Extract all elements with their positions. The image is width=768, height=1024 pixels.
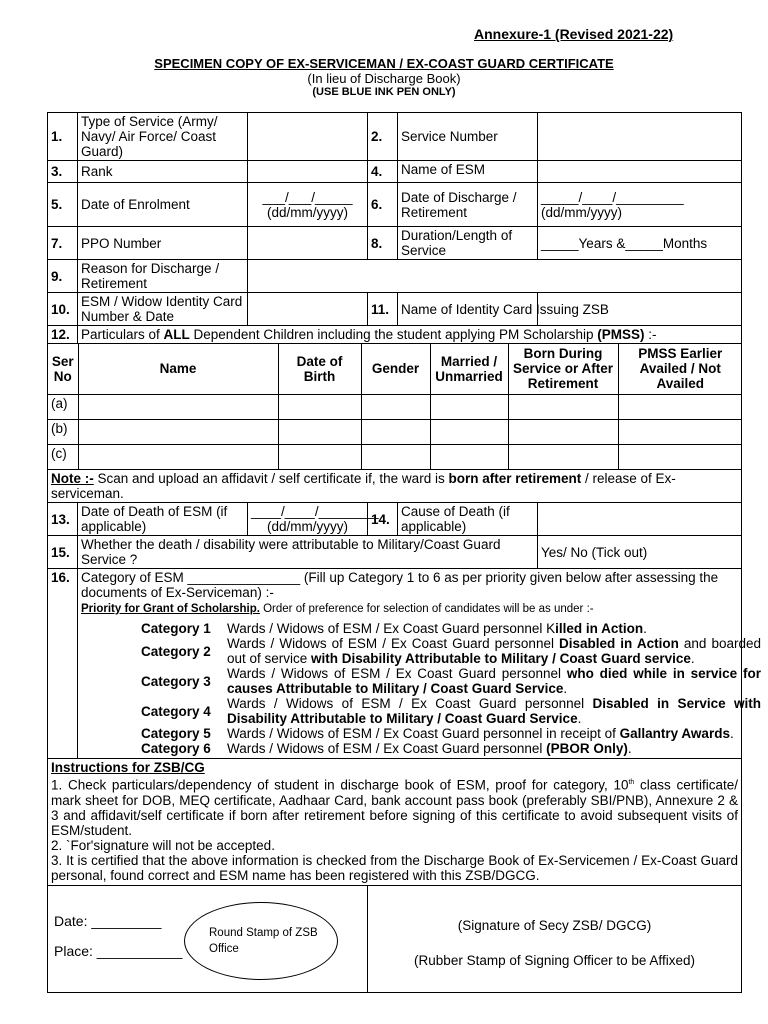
priority-label: Priority for Grant of Scholarship. (81, 603, 260, 615)
table-row (48, 419, 742, 444)
signature-cell (368, 885, 742, 992)
field-6-num: 6. (368, 183, 398, 227)
field-12-text-d: (PMSS) (597, 327, 645, 342)
field-12-label (78, 326, 742, 344)
row-label-c: (c) (48, 444, 78, 469)
ink-instruction: (USE BLUE INK PEN ONLY) (312, 86, 456, 98)
annexure-label: Annexure-1 (Revised 2021-22) (474, 26, 674, 42)
col-born: Born During Service or After Retirement (508, 344, 618, 394)
form-row-2 (48, 161, 742, 183)
children-table-row (48, 344, 742, 470)
category-4-desc (227, 696, 761, 726)
list-item (141, 726, 761, 741)
category-block (78, 569, 761, 759)
child-c-dob[interactable] (278, 444, 361, 469)
col-pmss: PMSS Earlier Availed / Not Availed (618, 344, 742, 394)
form-row-15 (48, 536, 742, 569)
category-1-desc (227, 621, 761, 636)
note-cell (48, 470, 742, 503)
field-5-num: 5. (48, 183, 78, 227)
field-12-text-b: ALL (163, 327, 190, 342)
field-10-num: 10. (48, 293, 78, 326)
category-1-name: Category 1 (141, 621, 211, 636)
table-row (48, 394, 742, 419)
secy-signature-label: (Signature of Secy ZSB/ DGCG) (457, 917, 652, 933)
col-gender: Gender (361, 344, 430, 394)
place-field[interactable]: Place: ___________ (54, 942, 183, 959)
category-1-end: . (643, 621, 647, 636)
category-3-end: . (563, 681, 568, 696)
col-ser-no: Ser No (48, 344, 78, 394)
child-a-married[interactable] (430, 394, 508, 419)
list-item (141, 741, 761, 756)
instructions-cell (48, 759, 742, 886)
field-4-label: Name of ESM (398, 161, 538, 183)
form-row-4 (48, 227, 742, 260)
category-5-text: Wards / Widows of ESM / Ex Coast Guard personnel in receipt of (227, 726, 620, 741)
child-a-name[interactable] (78, 394, 278, 419)
child-a-born[interactable] (508, 394, 618, 419)
round-stamp-label: Round Stamp of ZSB Office (209, 926, 318, 955)
child-c-married[interactable] (430, 444, 508, 469)
field-14-num: 14. (368, 503, 398, 536)
list-item (141, 666, 761, 696)
category-2-bold: Disabled in Action (559, 636, 679, 651)
field-14-label: Cause of Death (if applicable) (398, 503, 538, 536)
field-12-text-a: Particulars of (81, 327, 164, 342)
child-a-dob[interactable] (278, 394, 361, 419)
category-6-text: Wards / Widows of ESM / Ex Coast Guard personnel (227, 741, 547, 756)
page-subtitle: (In lieu of Discharge Book) (307, 71, 461, 86)
child-b-born[interactable] (508, 419, 618, 444)
field-5-label: Date of Enrolment (78, 183, 248, 227)
field-8-label: Duration/Length of Service (398, 227, 538, 260)
child-b-name[interactable] (78, 419, 278, 444)
field-7-label: PPO Number (78, 227, 248, 260)
instruction-1-text: 1. Check particulars/dependency of student in discharge book of ESM, proof for category, 10 (51, 777, 629, 793)
table-row (48, 444, 742, 469)
field-13-num: 13. (48, 503, 78, 536)
field-15-num: 15. (48, 536, 78, 569)
list-item (141, 621, 761, 636)
note-text-1: Scan and upload an affidavit / self certificate if, the ward is (93, 471, 449, 486)
category-2-name: Category 2 (141, 643, 211, 659)
category-4-end: . (577, 711, 582, 726)
field-15-label: Whether the death / disability were attributable to Military/Coast Guard Service ? (78, 536, 538, 569)
field-6-label: Date of Discharge / Retirement (398, 183, 538, 227)
field-12-num: 12. (48, 326, 78, 344)
field-13-value[interactable]: ____/____/________ (dd/mm/yyyy) (248, 503, 368, 536)
field-6-value[interactable]: _____/____/_________ (dd/mm/yyyy) (538, 183, 742, 227)
child-b-pmss[interactable] (618, 419, 742, 444)
form-row-13 (48, 503, 742, 536)
field-2-num: 2. (368, 113, 398, 161)
col-name: Name (78, 344, 278, 394)
date-field[interactable]: Date: _________ (54, 912, 162, 929)
category-1-bold: illed in Action (555, 621, 644, 636)
field-3-value[interactable] (248, 161, 368, 183)
col-dob: Date of Birth (278, 344, 361, 394)
category-4-text: Wards / Widows of ESM / Ex Coast Guard personnel (227, 696, 593, 711)
field-2-value[interactable] (538, 113, 742, 161)
certificate-form (47, 112, 761, 993)
category-3-desc (227, 666, 761, 696)
category-4-name: Category 4 (141, 703, 211, 719)
note-bold: born after retirement (448, 471, 582, 486)
field-8-num: 8. (368, 227, 398, 260)
category-2-mid: and boarded out of service (227, 636, 761, 666)
category-5-name: Category 5 (141, 726, 211, 741)
child-c-pmss[interactable] (618, 444, 742, 469)
field-7-num: 7. (48, 227, 78, 260)
instructions-row (48, 759, 742, 886)
category-5-end: . (729, 726, 734, 741)
category-2-desc (227, 636, 761, 666)
instruction-3: 3. It is certified that the above information is checked from the Discharge Book of Ex-Servicemen / Ex-Coast Guard personal, found correct and ESM name has been registered with this ZSB/DGCG. (51, 852, 738, 883)
page-title: SPECIMEN COPY OF EX-SERVICEMAN / EX-COAST GUARD CERTIFICATE (154, 56, 614, 71)
priority-line (81, 602, 738, 617)
field-4-value[interactable] (538, 161, 742, 183)
category-6-name: Category 6 (141, 741, 211, 756)
category-3-bold: who died while in service for causes Attributable to Military / Coast Guard Service (227, 666, 761, 696)
child-c-name[interactable] (78, 444, 278, 469)
list-item (141, 636, 761, 666)
field-9-value[interactable] (248, 260, 742, 293)
category-1-text: Wards / Widows of ESM / Ex Coast Guard personnel K (227, 621, 556, 636)
note-text-2: / release of Ex-serviceman. (51, 471, 676, 501)
note-label: Note :- (51, 471, 94, 486)
form-row-16 (48, 569, 742, 759)
field-10-value[interactable] (248, 293, 368, 326)
category-2-bold2: with Disability Attributable to Military / Coast Guard service (311, 651, 691, 666)
field-3-num: 3. (48, 161, 78, 183)
category-list (141, 621, 761, 756)
category-6-end: . (627, 741, 632, 756)
field-4-num: 4. (368, 161, 398, 183)
category-intro: Category of ESM _______________ (Fill up Category 1 to 6 as per priority given below after assessing the documents of Ex-Serviceman) :- (81, 570, 719, 600)
field-12-text-e: :- (644, 327, 657, 342)
field-9-num: 9. (48, 260, 78, 293)
instruction-1-end: class certificate/ mark sheet for DOB, MEQ certificate, Aadhaar Card, bank account pass book (preferably SBI/PNB), Annexure 2 & 3 and affidavit/self certificate if born after retirement before signing of this certificate to avoid subsequent visits of ESM/student. (51, 777, 738, 838)
field-16-num: 16. (48, 569, 78, 759)
field-7-value[interactable] (248, 227, 368, 260)
form-row-3 (48, 183, 742, 227)
form-row-5 (48, 260, 742, 293)
children-header-row (48, 344, 742, 394)
col-married: Married / Unmarried (430, 344, 508, 394)
field-11-num: 11. (368, 293, 398, 326)
category-3-name: Category 3 (141, 673, 211, 689)
form-row-12 (48, 326, 742, 344)
child-b-married[interactable] (430, 419, 508, 444)
child-b-dob[interactable] (278, 419, 361, 444)
child-b-gender[interactable] (361, 419, 430, 444)
children-table (48, 344, 742, 469)
field-5-value[interactable]: ___/___/_____ (dd/mm/yyyy) (248, 183, 368, 227)
category-5-bold: Gallantry Awards (619, 726, 730, 741)
child-c-gender[interactable] (361, 444, 430, 469)
field-1-label: Type of Service (Army/ Navy/ Air Force/ Coast Guard) (78, 113, 248, 161)
child-a-gender[interactable] (361, 394, 430, 419)
field-3-label: Rank (78, 161, 248, 183)
category-2-end: . (690, 651, 695, 666)
rubber-stamp-label: (Rubber Stamp of Signing Officer to be Affixed) (414, 952, 695, 968)
instructions-heading: Instructions for ZSB/CG (51, 760, 205, 775)
field-10-label: ESM / Widow Identity Card Number & Date (78, 293, 248, 326)
child-a-pmss[interactable] (618, 394, 742, 419)
field-11-label: Name of Identity Card Issuing ZSB (398, 293, 538, 326)
field-14-value[interactable] (538, 503, 742, 536)
field-12-text-c: Dependent Children including the student applying PM Scholarship (189, 327, 598, 342)
instruction-1 (51, 775, 738, 838)
instruction-1-sup: th (628, 779, 635, 786)
field-8-value[interactable]: _____Years &_____Months (538, 227, 742, 260)
category-2-text: Wards / Widows of ESM / Ex Coast Guard personnel (227, 636, 559, 651)
instruction-2: 2. `For'signature will not be accepted. (51, 837, 275, 853)
field-2-label: Service Number (398, 113, 538, 161)
field-1-value[interactable] (248, 113, 368, 161)
signature-row (48, 885, 742, 992)
child-c-born[interactable] (508, 444, 618, 469)
field-1-num: 1. (48, 113, 78, 161)
round-stamp-area (184, 902, 338, 980)
date-place-cell (48, 885, 368, 992)
category-4-bold: Disabled in Service with Disability Attributable to Military / Coast Guard Service (227, 696, 761, 726)
category-6-bold: (PBOR Only) (546, 741, 628, 756)
category-5-desc (227, 726, 761, 741)
category-3-text: Wards / Widows of ESM / Ex Coast Guard personnel (227, 666, 567, 681)
field-15-value[interactable]: Yes/ No (Tick out) (538, 536, 742, 569)
row-label-a: (a) (48, 394, 78, 419)
field-9-label: Reason for Discharge / Retirement (78, 260, 248, 293)
row-label-b: (b) (48, 419, 78, 444)
list-item (141, 696, 761, 726)
note-row (48, 470, 742, 503)
form-row-1 (48, 113, 742, 161)
priority-text: Order of preference for selection of candidates will be as under :- (259, 603, 594, 615)
form-row-6 (48, 293, 742, 326)
field-13-label: Date of Death of ESM (if applicable) (78, 503, 248, 536)
category-6-desc (227, 741, 761, 756)
